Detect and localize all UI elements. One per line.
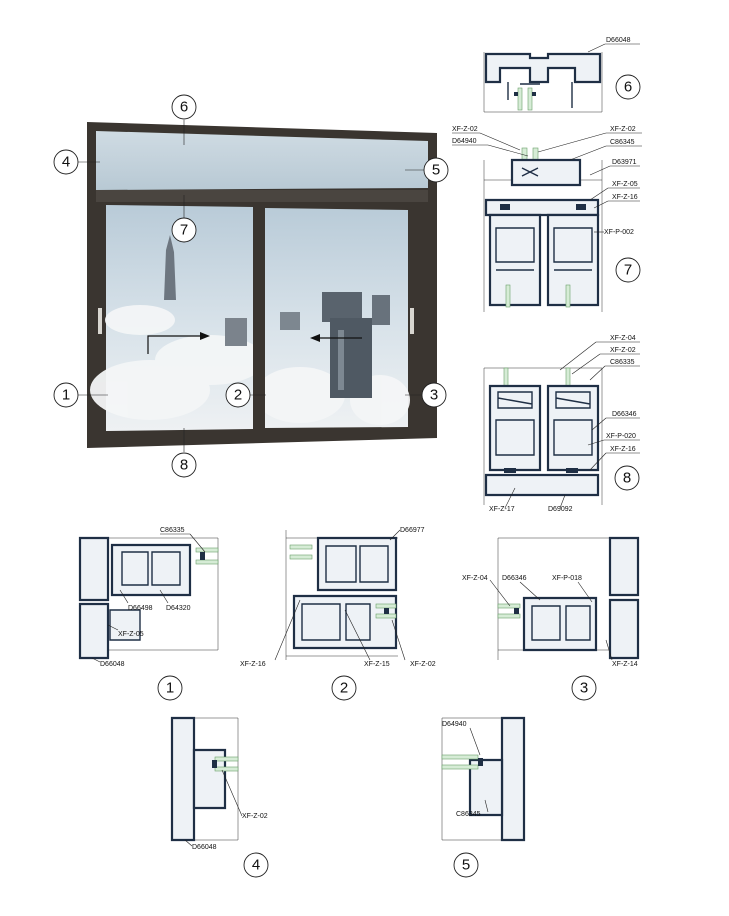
section-6 (484, 37, 640, 112)
section-5 (442, 718, 524, 877)
section-4-number (244, 853, 268, 877)
label-XF-Z-04: XF-Z-04 (462, 575, 488, 582)
svg-text:1: 1 (61, 386, 71, 404)
label-XF-Z-02: XF-Z-02 (242, 813, 268, 820)
svg-text:5: 5 (431, 161, 441, 179)
label-XF-Z-16: XF-Z-16 (612, 194, 638, 201)
callout-1 (54, 383, 78, 407)
left-handle (98, 308, 102, 334)
label-XF-Z-14: XF-Z-14 (612, 661, 638, 668)
svg-text:8: 8 (622, 469, 632, 487)
callout-5 (424, 158, 448, 182)
label-XF-Z-15: XF-Z-15 (364, 661, 390, 668)
svg-text:8: 8 (179, 456, 189, 474)
section-8-number (615, 466, 639, 490)
section-4 (172, 718, 268, 877)
label-XF-Z-05: XF-Z-05 (118, 631, 144, 638)
label-D69092: D69092 (548, 506, 573, 513)
section-7-number (616, 258, 640, 282)
label-D66048: D66048 (606, 37, 631, 44)
label-D64940: D64940 (442, 721, 467, 728)
callout-3 (422, 383, 446, 407)
label-XF-Z-02: XF-Z-02 (410, 661, 436, 668)
svg-text:4: 4 (61, 153, 71, 171)
callout-8 (172, 453, 196, 477)
svg-text:5: 5 (461, 856, 471, 874)
section-1-number (158, 676, 182, 700)
label-XF-Z-02-a: XF-Z-02 (452, 126, 478, 133)
section-7 (452, 126, 642, 312)
window-elevation (54, 95, 448, 477)
transom-glass (96, 131, 428, 190)
section-2 (240, 527, 436, 700)
label-D64320: D64320 (166, 605, 191, 612)
label-D66498: D66498 (128, 605, 153, 612)
svg-text:2: 2 (339, 679, 349, 697)
svg-text:1: 1 (165, 679, 175, 697)
label-XF-Z-05: XF-Z-05 (612, 181, 638, 188)
svg-text:3: 3 (579, 679, 589, 697)
svg-text:7: 7 (179, 221, 189, 239)
label-XF-Z-02-b: XF-Z-02 (610, 126, 636, 133)
label-D66977: D66977 (400, 527, 425, 534)
label-D66346: D66346 (502, 575, 527, 582)
label-D63971: D63971 (612, 159, 637, 166)
svg-text:2: 2 (233, 386, 243, 404)
label-C86335: C86335 (610, 359, 635, 366)
label-XF-Z-02: XF-Z-02 (610, 347, 636, 354)
interlock-mullion (253, 205, 265, 431)
svg-text:4: 4 (251, 856, 261, 874)
label-XF-P-002: XF-P-002 (604, 229, 634, 236)
section-3-number (572, 676, 596, 700)
label-XF-P-020: XF-P-020 (606, 433, 636, 440)
callout-4 (54, 150, 78, 174)
section-5-number (454, 853, 478, 877)
label-D66048: D66048 (192, 844, 217, 851)
right-handle (410, 308, 414, 334)
label-D66346: D66346 (612, 411, 637, 418)
svg-text:3: 3 (429, 386, 439, 404)
callout-2 (226, 383, 250, 407)
section-8 (484, 335, 640, 513)
callout-7 (172, 218, 196, 242)
section-1 (80, 527, 218, 700)
section-2-number (332, 676, 356, 700)
label-D64940: D64940 (452, 138, 477, 145)
label-C86345: C86345 (456, 811, 481, 818)
transom-bar (96, 190, 428, 202)
label-C86335: C86335 (160, 527, 185, 534)
label-D66048: D66048 (100, 661, 125, 668)
label-XF-P-018: XF-P-018 (552, 575, 582, 582)
label-XF-Z-16: XF-Z-16 (240, 661, 266, 668)
callout-6 (172, 95, 196, 119)
label-XF-Z-16: XF-Z-16 (610, 446, 636, 453)
svg-text:6: 6 (179, 98, 189, 116)
svg-text:6: 6 (623, 78, 633, 96)
label-XF-Z-04: XF-Z-04 (610, 335, 636, 342)
svg-text:7: 7 (623, 261, 633, 279)
label-C86345: C86345 (610, 139, 635, 146)
section-3 (462, 538, 638, 700)
label-XF-Z-17: XF-Z-17 (489, 506, 515, 513)
section-6-number (616, 75, 640, 99)
